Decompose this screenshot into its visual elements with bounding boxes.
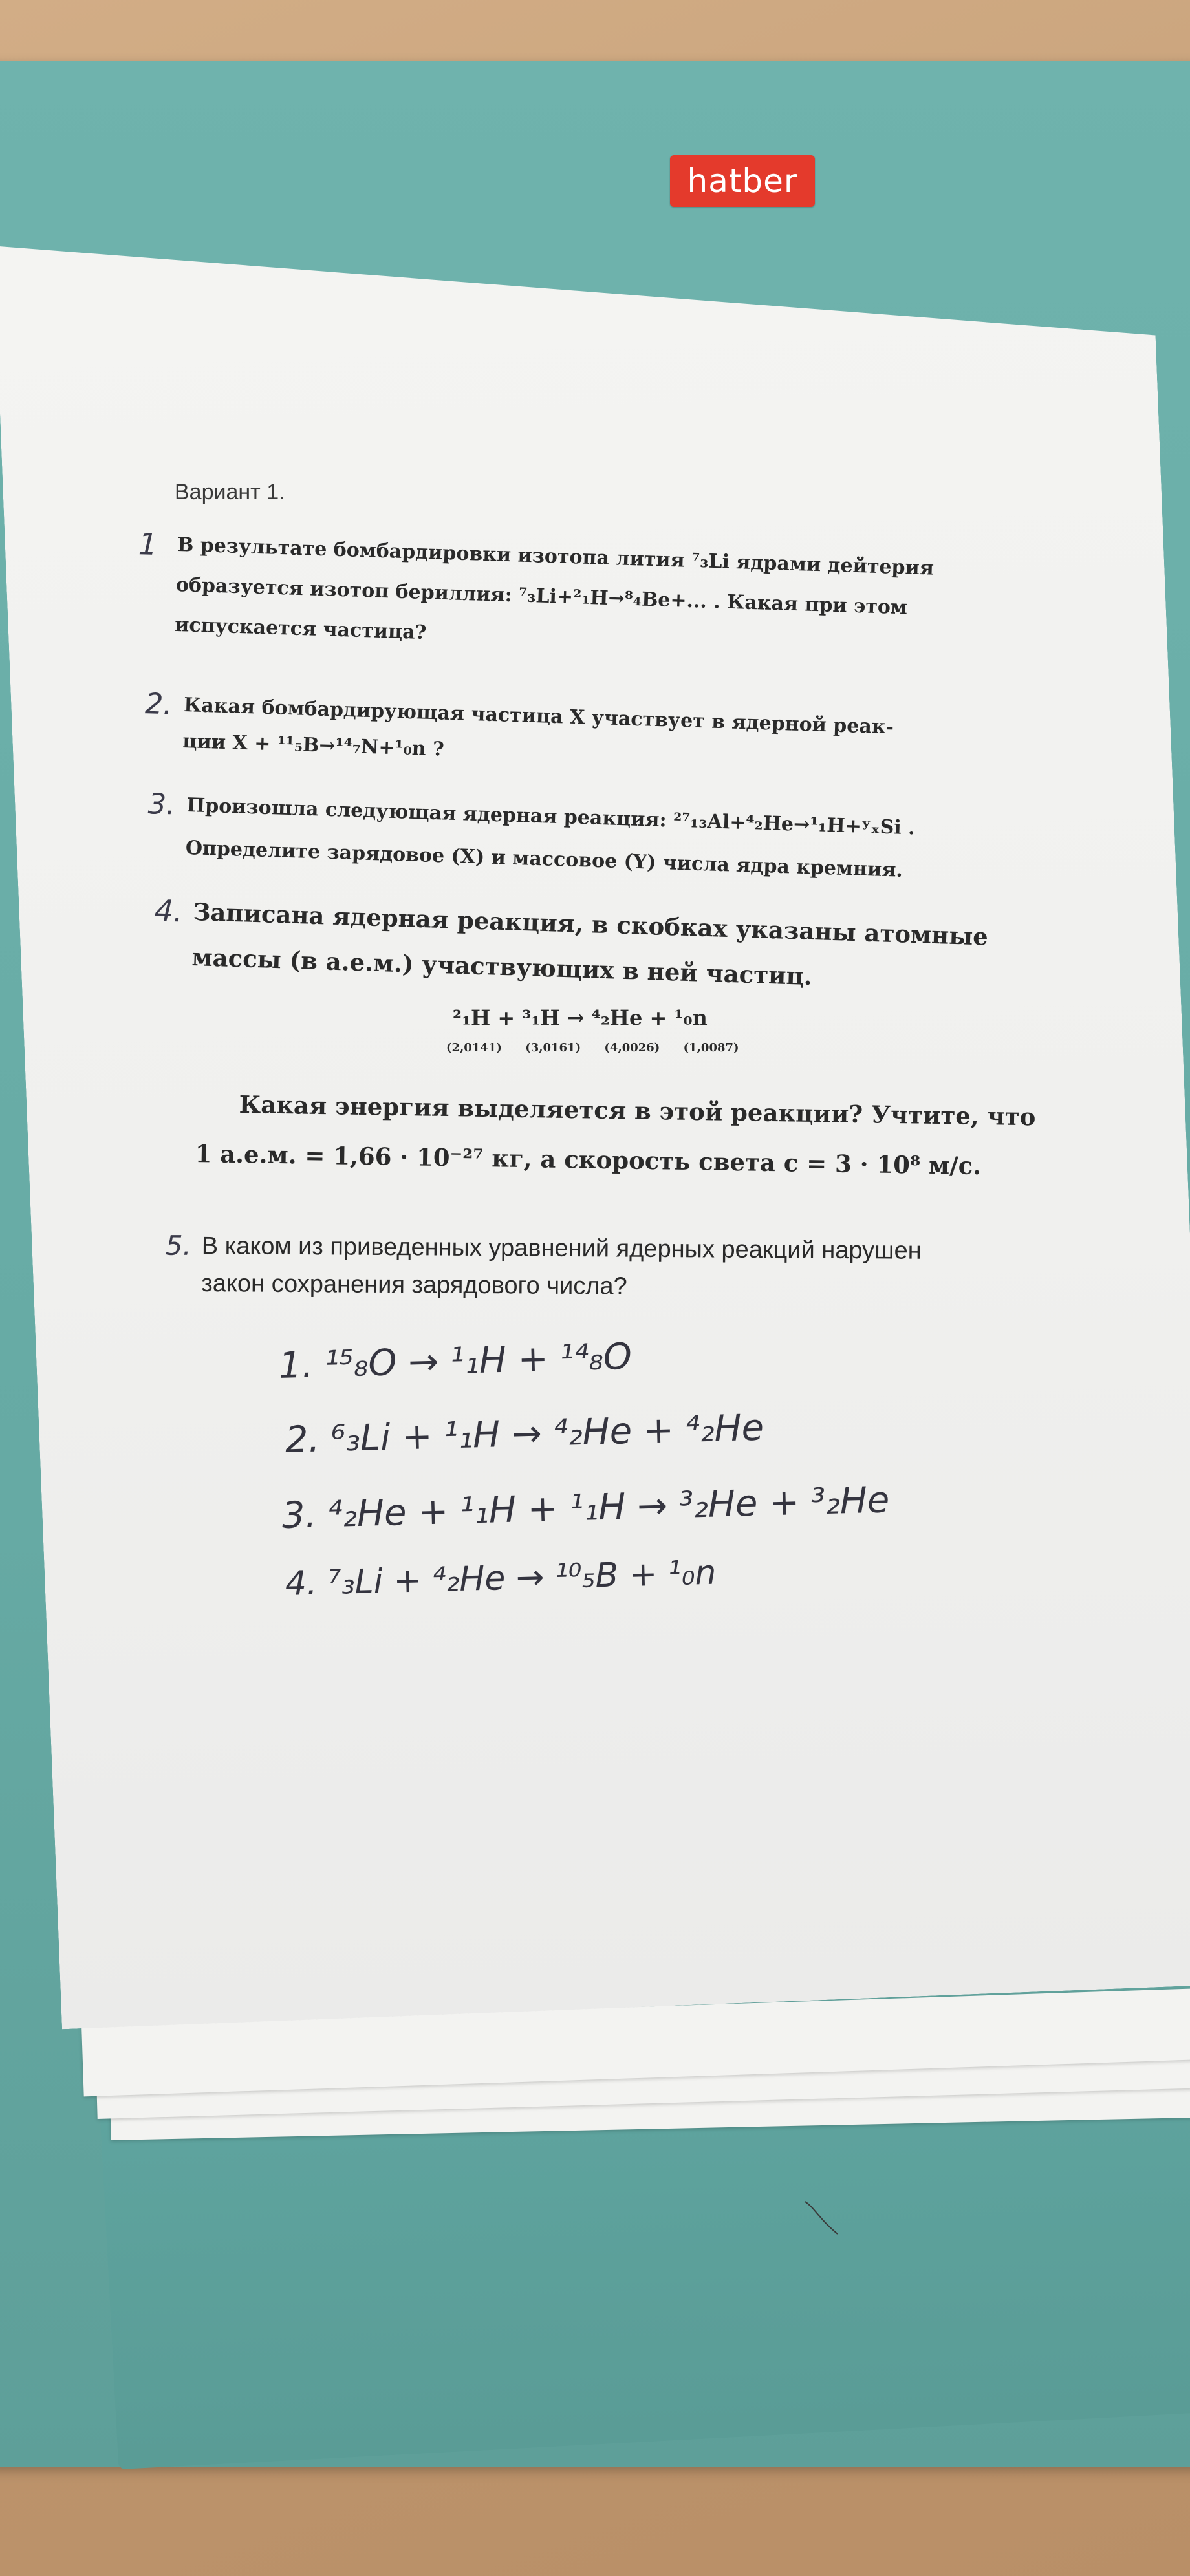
question-text-line: Определите зарядовое (X) и массовое (Y) числа ядра кремния. bbox=[185, 836, 903, 882]
question-text-line: В каком из приведенных уравнений ядерных реакций нарушен bbox=[201, 1232, 922, 1265]
question-2 bbox=[144, 687, 894, 782]
question-text-line: ции X + ¹¹₅B→¹⁴₇N+¹₀n ? bbox=[182, 729, 445, 761]
question-text-line: 1 а.е.м. = 1,66 · 10⁻²⁷ кг, а скорость света c = 3 · 10⁸ м/с. bbox=[195, 1139, 982, 1181]
question-text-line: массы (в а.е.м.) участвующих в ней частиц. bbox=[191, 942, 813, 991]
mass-value: (4,0026) bbox=[604, 1041, 660, 1055]
question-text-line: В результате бомбардировки изотопа лития ⁷₃Li ядрами дейтерия bbox=[177, 533, 935, 580]
question-4 bbox=[154, 889, 989, 1005]
handwritten-reaction-1: 1. ¹⁵₈O → ¹₁H + ¹⁴₈O bbox=[278, 1335, 633, 1387]
question-text-line: закон сохранения зарядового числа? bbox=[201, 1269, 627, 1300]
question-number: 3. bbox=[147, 788, 176, 822]
mass-value: (1,0087) bbox=[683, 1041, 739, 1055]
hair-strand-decoration bbox=[802, 2198, 841, 2237]
question-number: 4. bbox=[154, 893, 184, 929]
handwritten-reaction-3: 3. ⁴₂He + ¹₁H + ¹₁H → ³₂He + ³₂He bbox=[281, 1479, 891, 1537]
question-number: 2. bbox=[144, 687, 173, 722]
question-3 bbox=[147, 784, 916, 892]
question-text-line: испускается частица? bbox=[174, 613, 427, 645]
reaction-equation: ²₁H + ³₁H → ⁴₂He + ¹₀n bbox=[453, 1005, 708, 1030]
handwritten-reaction-2: 2. ⁶₃Li + ¹₁H → ⁴₂He + ⁴₂He bbox=[285, 1406, 764, 1461]
brand-logo: hatber bbox=[670, 155, 815, 207]
mass-value: (3,0161) bbox=[525, 1041, 581, 1055]
question-5 bbox=[165, 1227, 922, 1307]
question-text-line: Произошла следующая ядерная реакция: ²⁷₁₃Al+⁴₂He→¹₁H+ʸₓSi . bbox=[186, 793, 916, 840]
mass-value: (2,0141) bbox=[446, 1041, 502, 1055]
question-text-line: Записана ядерная реакция, в скобках указаны атомные bbox=[193, 897, 989, 951]
atomic-masses bbox=[446, 1041, 739, 1055]
question-number: 5. bbox=[165, 1229, 192, 1261]
question-number: 1 bbox=[138, 526, 158, 563]
handwritten-reaction-4: 4. ⁷₃Li + ⁴₂He → ¹⁰₅B + ¹₀n bbox=[285, 1553, 717, 1604]
variant-title: Вариант 1. bbox=[175, 480, 285, 504]
question-text-line: образуется изотоп бериллия: ⁷₃Li+²₁H→⁸₄Be+... . Какая при этом bbox=[175, 573, 908, 619]
question-text-line: Какая бомбардирующая частица X участвует в ядерной реак- bbox=[183, 693, 894, 739]
question-1 bbox=[138, 525, 935, 669]
question-text-line: Какая энергия выделяется в этой реакции? Учтите, что bbox=[239, 1090, 1036, 1132]
